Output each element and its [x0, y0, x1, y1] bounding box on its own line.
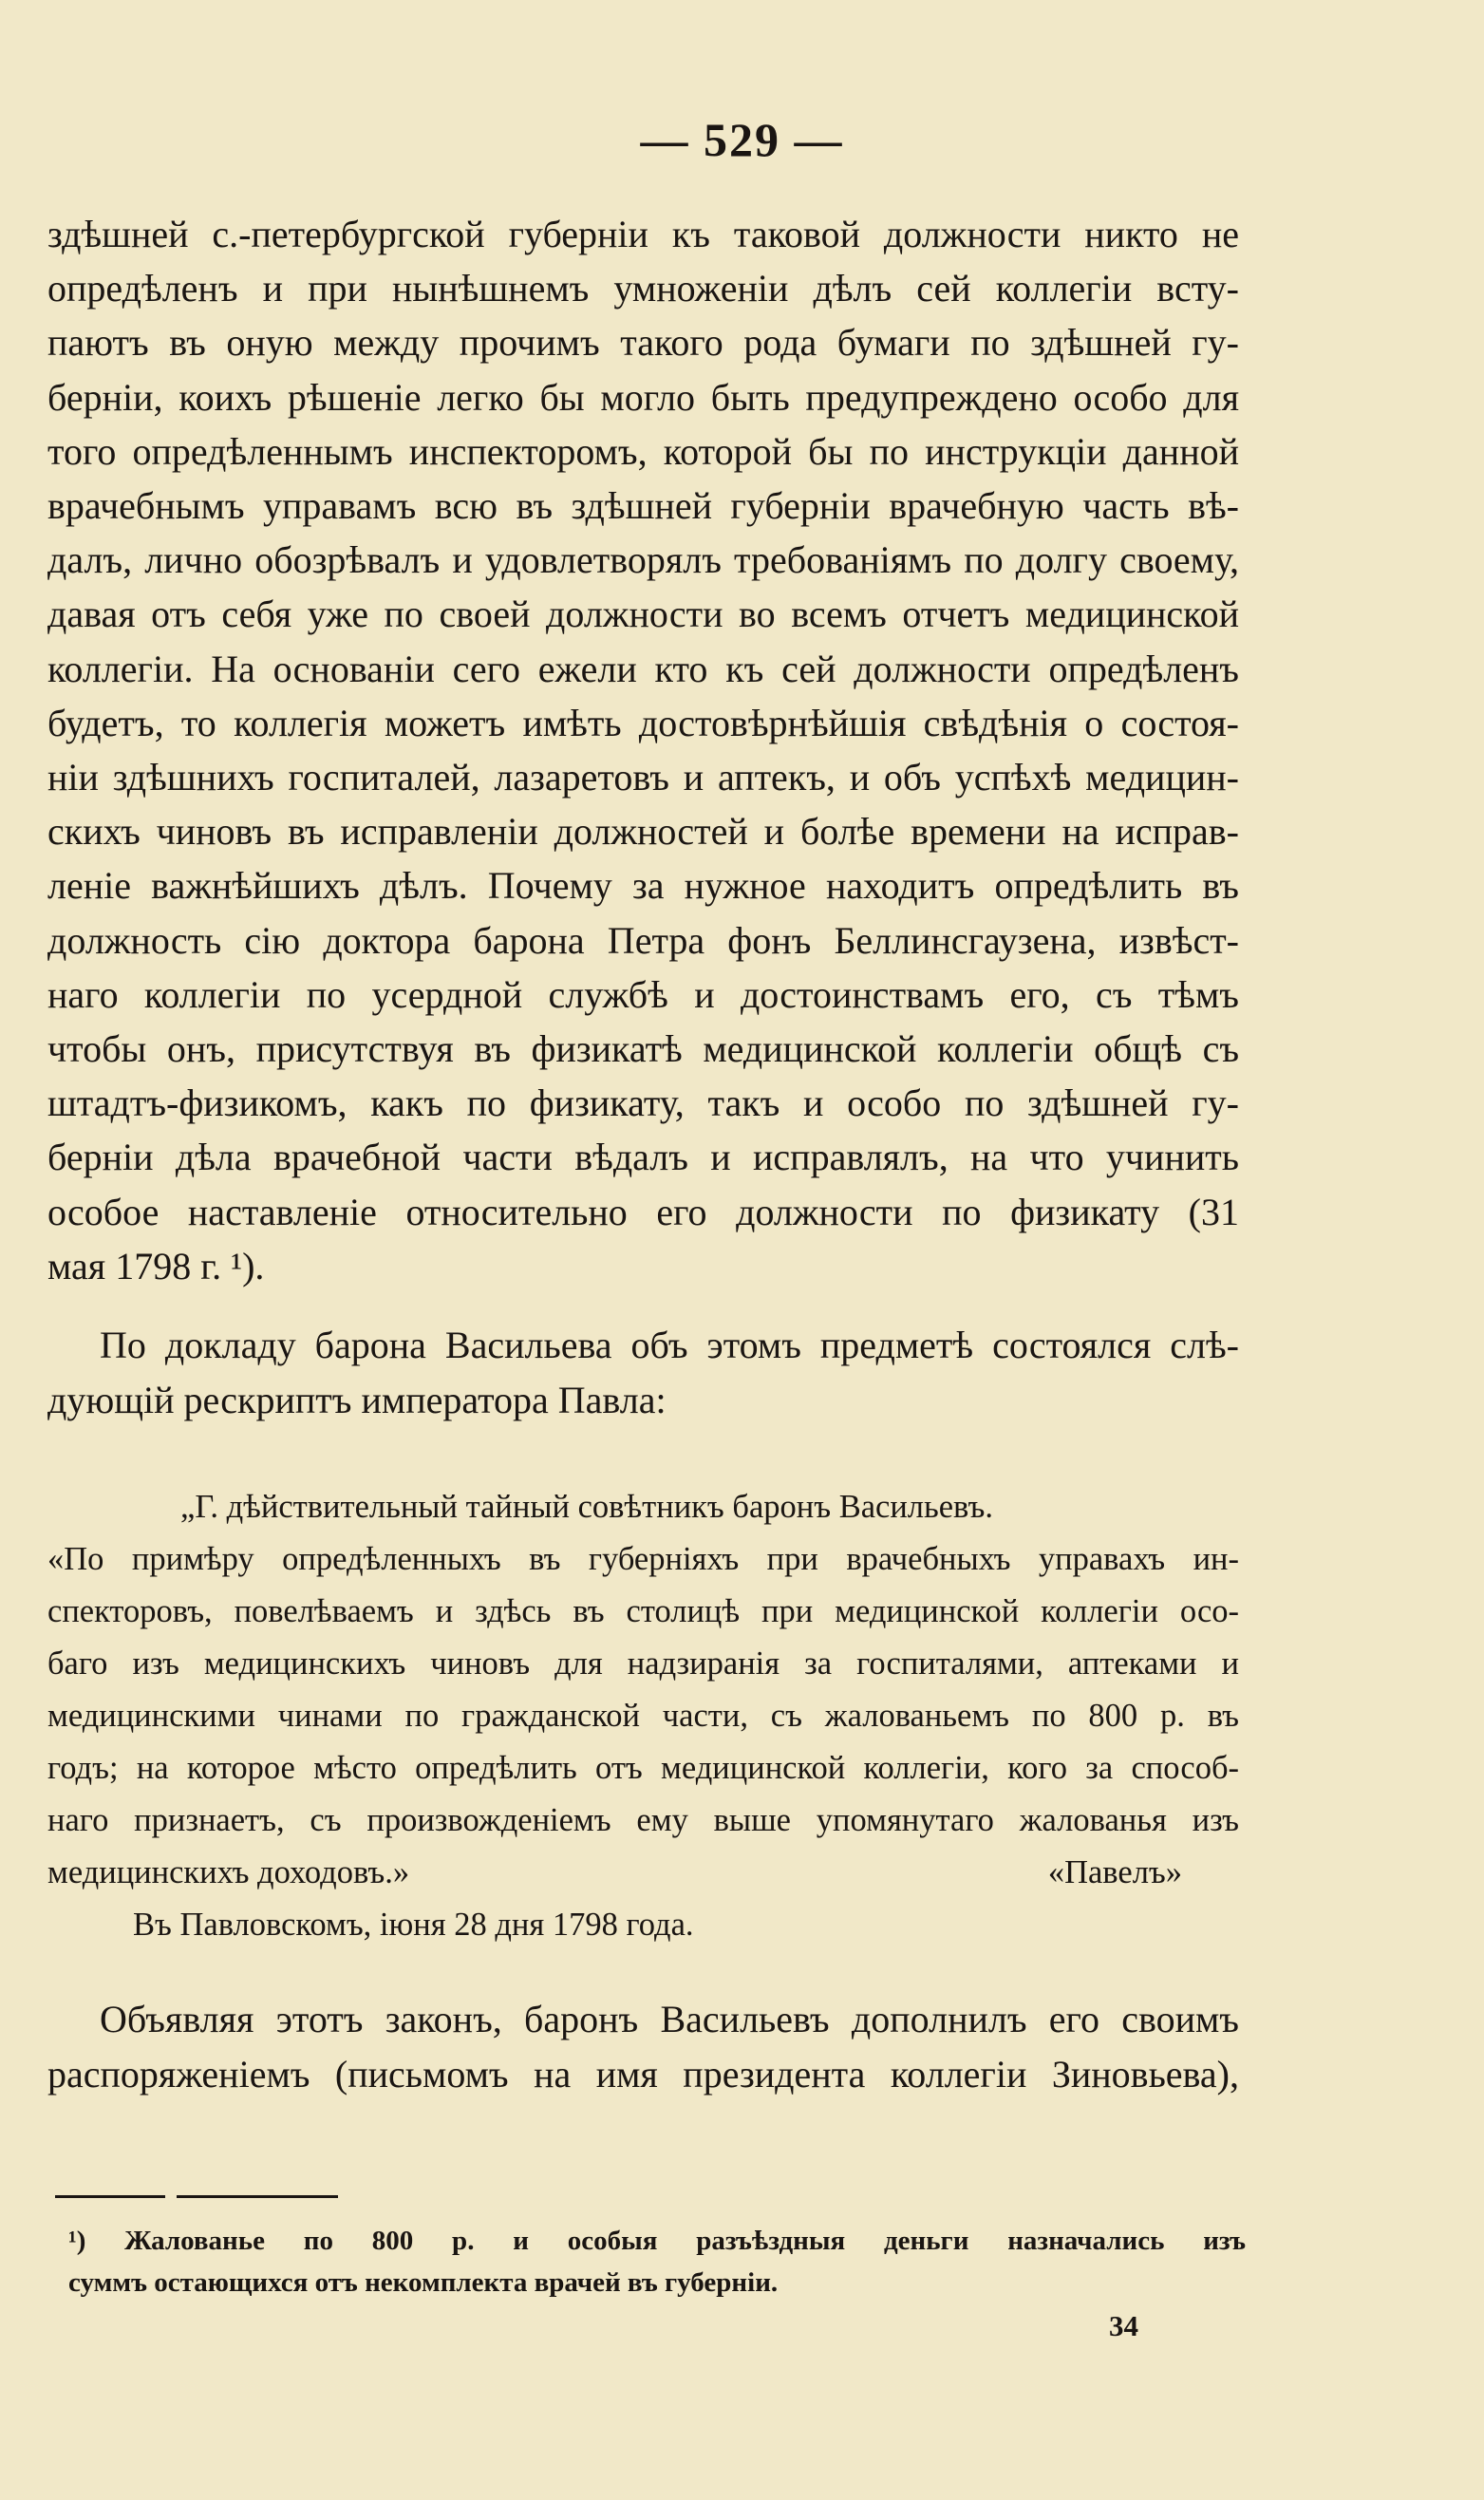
text-line: врачебнымъ управамъ всю въ здѣшней губерніи врачебную часть вѣ- — [47, 484, 1239, 528]
text-line: штадтъ-физикомъ, какъ по физикату, такъ и особо по здѣшней гу- — [47, 1081, 1239, 1125]
text-line: мая 1798 г. ¹). — [47, 1244, 265, 1288]
rescript-line: медицинскими чинами по гражданской части, съ жалованьемъ по 800 р. въ — [47, 1698, 1239, 1734]
text-line: Объявляя этотъ законъ, баронъ Васильевъ дополнилъ его своимъ — [100, 1998, 1239, 2040]
rescript-heading: „Г. дѣйствительный тайный совѣтникъ баронъ Васильевъ. — [180, 1489, 993, 1525]
text-line: дующій рескриптъ императора Павла: — [47, 1378, 667, 1421]
rescript-line: наго признаетъ, съ произвожденіемъ ему выше упомянутаго жалованья изъ — [47, 1802, 1239, 1838]
page-number: — 529 — — [640, 113, 844, 166]
sheet-number: 34 — [1109, 2309, 1138, 2342]
text-line: чтобы онъ, присутствуя въ физикатѣ медицинской коллегіи общѣ съ — [47, 1027, 1239, 1071]
rescript-line: спекторовъ, повелѣваемъ и здѣсь въ столицѣ при медицинской коллегіи осо- — [47, 1593, 1239, 1629]
rescript-date: Въ Павловскомъ, іюня 28 дня 1798 года. — [133, 1907, 694, 1943]
paragraph-3 — [47, 1992, 1239, 2101]
footnote-rule — [55, 2195, 165, 2198]
text-line: скихъ чиновъ въ исправленіи должностей и болѣе времени на исправ- — [47, 810, 1239, 854]
text-line: опредѣленъ и при нынѣшнемъ умноженіи дѣлъ сей коллегіи всту- — [47, 267, 1239, 310]
text-line: наго коллегіи по усердной службѣ и достоинствамъ его, съ тѣмъ — [47, 972, 1239, 1016]
text-line: леніе важнѣйшихъ дѣлъ. Почему за нужное находитъ опредѣлить въ — [47, 864, 1239, 908]
rescript-line: баго изъ медицинскихъ чиновъ для надзиранія за госпиталями, аптеками и — [47, 1645, 1239, 1682]
text-line: берніи, коихъ рѣшеніе легко бы могло быть предупреждено особо для — [47, 375, 1239, 419]
footnote-text — [68, 2220, 1246, 2303]
paragraph-2 — [47, 1318, 1239, 1427]
footnote-rule — [177, 2195, 338, 2198]
text-line: распоряженіемъ (письмомъ на имя президента коллегіи Зиновьева), — [47, 2052, 1239, 2096]
text-line: берніи дѣла врачебной части вѣдалъ и исправлялъ, на что учинить — [47, 1136, 1239, 1179]
footnote-line: ¹) Жалованье по 800 р. и особыя разъѣздныя деньги назначались изъ — [68, 2226, 1246, 2256]
paragraph-1 — [47, 207, 1239, 1293]
text-line: будетъ, то коллегія можетъ имѣть достовѣрнѣйшія свѣдѣнія о состоя- — [47, 701, 1239, 744]
text-line: особое наставленіе относительно его должности по физикату (31 — [47, 1190, 1239, 1233]
text-line: далъ, лично обозрѣвалъ и удовлетворялъ требованіямъ по долгу своему, — [47, 538, 1239, 582]
rescript-line: годъ; на которое мѣсто опредѣлить отъ медицинской коллегіи, кого за способ- — [47, 1750, 1239, 1786]
text-line: давая отъ себя уже по своей должности во всемъ отчетъ медицинской — [47, 592, 1239, 636]
text-line: паютъ въ оную между прочимъ такого рода бумаги по здѣшней гу- — [47, 321, 1239, 365]
rescript-closing-row — [47, 1847, 1239, 1899]
text-line: ніи здѣшнихъ госпиталей, лазаретовъ и аптекъ, и объ успѣхѣ медицин- — [47, 756, 1239, 799]
text-line: того опредѣленнымъ инспекторомъ, которой бы по инструкціи данной — [47, 429, 1239, 473]
text-line: По докладу барона Васильева объ этомъ предметѣ состоялся слѣ- — [100, 1324, 1239, 1366]
signature: «Павелъ» — [1047, 1854, 1182, 1890]
rescript-quote — [47, 1481, 1239, 1951]
rescript-line: «По примѣру опредѣленныхъ въ губерніяхъ при врачебныхъ управахъ ин- — [47, 1541, 1239, 1577]
footnote-line: суммъ остающихся отъ некомплекта врачей въ губерніи. — [68, 2267, 779, 2298]
text-line: здѣшней с.-петербургской губерніи къ таковой должности никто не — [47, 213, 1239, 255]
text-line: должность сію доктора барона Петра фонъ Беллинсгаузена, извѣст- — [47, 918, 1239, 962]
rescript-line: медицинскихъ доходовъ.» — [47, 1854, 410, 1890]
text-line: коллегіи. На основаніи сего ежели кто къ сей должности опредѣленъ — [47, 647, 1239, 690]
